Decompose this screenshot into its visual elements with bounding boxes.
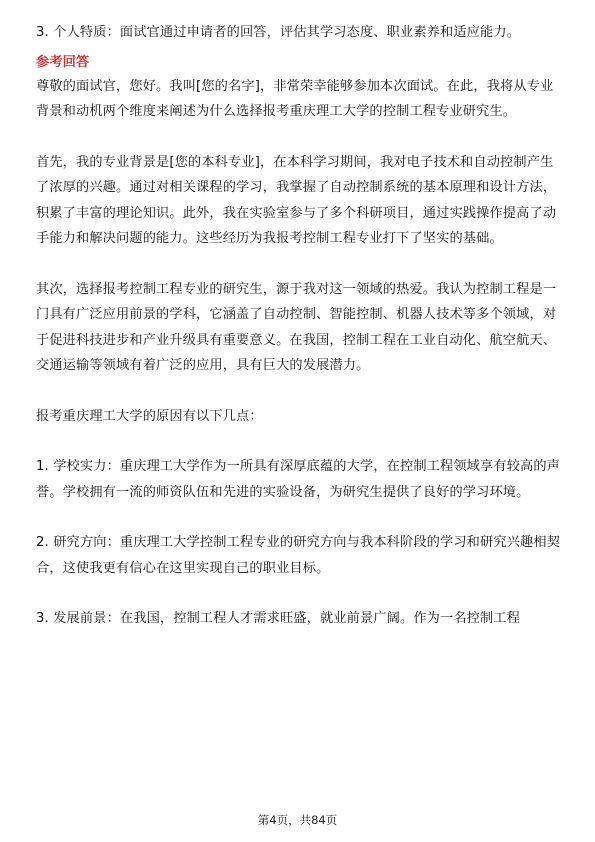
paragraph-spacer [36, 429, 561, 454]
reference-answer-heading: 参考回答 [36, 54, 90, 70]
reason-career-prospect: 3. 发展前景：在我国，控制工程人才需求旺盛，就业前景广阔。作为一名控制工程 [36, 611, 521, 626]
page-number-footer: 第4页，共84页 [257, 813, 338, 827]
reason-research-direction: 2. 研究方向：重庆理工大学控制工程专业的研究方向与我本科阶段的学习和研究兴趣相契合，这使我更有信心在这里实现自己的职业目标。 [36, 535, 561, 576]
paragraph-spacer [36, 125, 561, 150]
paragraph-spacer [36, 379, 561, 404]
intro-paragraph: 尊敬的面试官，您好。我叫[您的名字]，非常荣幸能够参加本次面试。在此，我将从专业背景和动机两个维度来阐述为什么选择报考重庆理工大学的控制工程专业研究生。 [36, 78, 554, 119]
document-body [36, 20, 561, 632]
reasons-intro-paragraph: 报考重庆理工大学的原因有以下几点： [36, 408, 263, 424]
paragraph-spacer [36, 581, 561, 606]
motivation-paragraph: 其次，选择报考控制工程专业的研究生，源于我对这一领域的热爱。我认为控制工程是一门具有广泛应用前景的学科，它涵盖了自动控制、智能控制、机器人技术等多个领域，对于促进科技进步和产业升级具有重要意义。在我国，控制工程在工业自动化、航空航天、交通运输等领域有着广泛的应用，具有巨大的发展潜力。 [36, 281, 557, 373]
paragraph-spacer [36, 252, 561, 277]
personal-trait-item: 3. 个人特质：面试官通过申请者的回答，评估其学习态度、职业素养和适应能力。 [36, 25, 521, 40]
paragraph-spacer [36, 505, 561, 530]
background-paragraph: 首先，我的专业背景是[您的本科专业]，在本科学习期间，我对电子技术和自动控制产生了浓厚的兴趣。通过对相关课程的学习，我掌握了自动控制系统的基本原理和设计方法，积累了丰富的理论知识。此外，我在实验室参与了多个科研项目，通过实践操作提高了动手能力和解决问题的能力。这些经历为我报考控制工程专业打下了坚实的基础。 [36, 154, 557, 246]
reason-school-strength: 1. 学校实力：重庆理工大学作为一所具有深厚底蕴的大学，在控制工程领域享有较高的声誉。学校拥有一流的师资队伍和先进的实验设备，为研究生提供了良好的学习环境。 [36, 459, 561, 500]
